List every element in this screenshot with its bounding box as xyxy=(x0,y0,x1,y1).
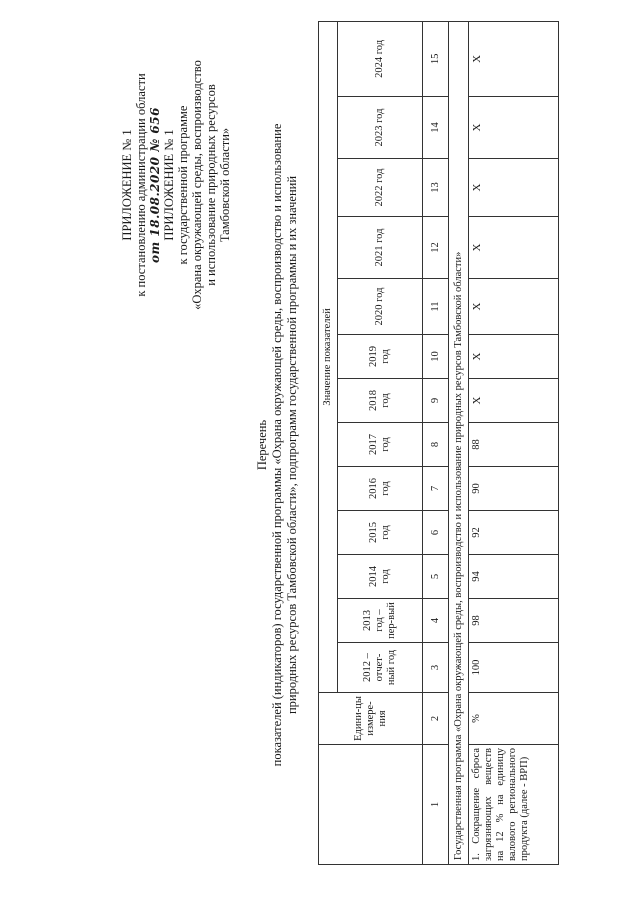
year-header: 2013 год – пер-вый xyxy=(338,599,423,643)
column-number: 2 xyxy=(423,693,449,745)
title-line-1: показателей (индикаторов) государственной программы «Охрана окружающей среды, воспроизводство и использование xyxy=(270,123,284,767)
indicator-value: X xyxy=(469,379,559,423)
section-row xyxy=(449,21,469,864)
indicator-value: 92 xyxy=(469,511,559,555)
document-title xyxy=(255,95,300,795)
column-number: 14 xyxy=(423,97,449,159)
handwritten-date-number: от 18.08.2020 № 656 xyxy=(148,107,162,263)
indicators-table xyxy=(318,21,559,865)
year-header: 2014 год xyxy=(338,555,423,599)
column-number: 9 xyxy=(423,379,449,423)
program-name-2: и использование природных ресурсов xyxy=(204,84,218,286)
appendix-title-2: ПРИЛОЖЕНИЕ № 1 xyxy=(162,129,176,241)
values-header: Значение показателей xyxy=(319,21,338,692)
indicator-value: X xyxy=(469,217,559,279)
indicator-value: X xyxy=(469,97,559,159)
indicator-value: 94 xyxy=(469,555,559,599)
year-header: 2024 год xyxy=(338,21,423,96)
column-number: 7 xyxy=(423,467,449,511)
column-number: 8 xyxy=(423,423,449,467)
year-header: 2016 год xyxy=(338,467,423,511)
column-number: 6 xyxy=(423,511,449,555)
indicator-value: X xyxy=(469,21,559,96)
table-row xyxy=(469,21,559,864)
program-reference: к государственной программе xyxy=(176,105,190,265)
year-header: 2015 год xyxy=(338,511,423,555)
title-heading: Перечень xyxy=(255,419,269,471)
indicator-name: 1. Сокращение сброса загрязняющих веществ на 12 % на единицу валового регионального продукта (далее - ВРП) xyxy=(469,745,559,865)
year-header: 2019 год xyxy=(338,335,423,379)
indicator-value: 88 xyxy=(469,423,559,467)
header-row-1 xyxy=(319,21,338,864)
indicator-value: 100 xyxy=(469,643,559,693)
column-number: 5 xyxy=(423,555,449,599)
year-header: 2023 год xyxy=(338,97,423,159)
indicator-value: X xyxy=(469,159,559,217)
indicator-header xyxy=(319,745,423,865)
indicator-value: X xyxy=(469,279,559,335)
column-number: 12 xyxy=(423,217,449,279)
appendix-title: ПРИЛОЖЕНИЕ № 1 xyxy=(120,129,134,241)
program-name-1: «Охрана окружающей среды, воспроизводство xyxy=(190,60,204,310)
title-line-2: природных ресурсов Тамбовской области», подпрограмм государственной программы и их значений xyxy=(285,175,299,715)
column-number: 4 xyxy=(423,599,449,643)
column-number: 3 xyxy=(423,643,449,693)
year-header: 2012 – отчет-ный год xyxy=(338,643,423,693)
column-number: 1 xyxy=(423,745,449,865)
appendix-header xyxy=(120,35,232,335)
indicator-unit: % xyxy=(469,693,559,745)
year-header: 2022 год xyxy=(338,159,423,217)
program-name-3: Тамбовской области» xyxy=(218,127,232,243)
indicator-value: 98 xyxy=(469,599,559,643)
indicator-value: X xyxy=(469,335,559,379)
column-number: 10 xyxy=(423,335,449,379)
year-header: 2018 год xyxy=(338,379,423,423)
column-number: 15 xyxy=(423,21,449,96)
year-header: 2021 год xyxy=(338,217,423,279)
year-header: 2017 год xyxy=(338,423,423,467)
unit-header: Едини-цы измере-ния xyxy=(319,693,423,745)
column-numbers-row xyxy=(423,21,449,864)
decree-reference: к постановлению администрации области xyxy=(134,73,148,297)
column-number: 11 xyxy=(423,279,449,335)
indicator-value: 90 xyxy=(469,467,559,511)
section-title: Государственная программа «Охрана окружающей среды, воспроизводство и использование природных ресурсов Тамбовской области» xyxy=(449,21,469,864)
year-header: 2020 год xyxy=(338,279,423,335)
column-number: 13 xyxy=(423,159,449,217)
